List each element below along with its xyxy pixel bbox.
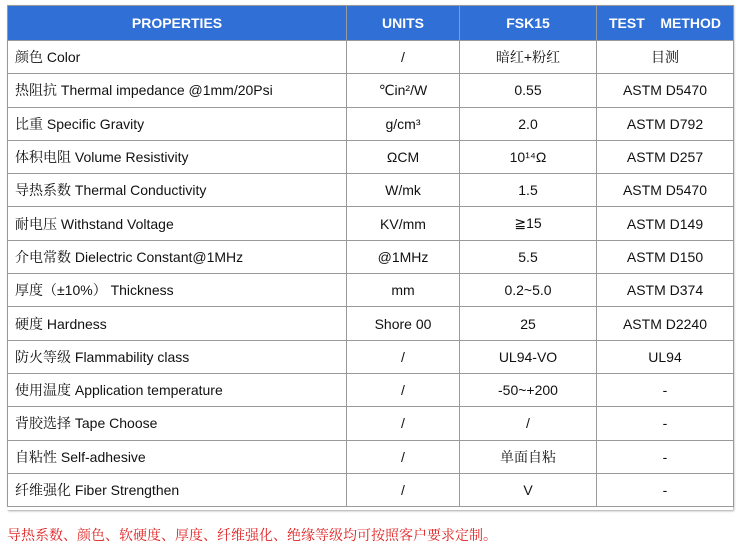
unit-cell: W/mk bbox=[347, 174, 460, 207]
value-cell: 25 bbox=[460, 307, 597, 340]
table-row bbox=[8, 74, 734, 107]
unit-cell: / bbox=[347, 41, 460, 74]
value-cell: 单面自粘 bbox=[460, 440, 597, 473]
value-cell: 0.55 bbox=[460, 74, 597, 107]
property-cell: 自粘性 Self-adhesive bbox=[8, 440, 347, 473]
property-cell: 介电常数 Dielectric Constant@1MHz bbox=[8, 240, 347, 273]
test-method-cell: - bbox=[597, 440, 734, 473]
table-row bbox=[8, 274, 734, 307]
header-properties: PROPERTIES bbox=[8, 6, 347, 41]
unit-cell: / bbox=[347, 440, 460, 473]
unit-cell: ΩCM bbox=[347, 140, 460, 173]
test-method-cell: UL94 bbox=[597, 340, 734, 373]
property-cell: 颜色 Color bbox=[8, 41, 347, 74]
unit-cell: ℃in²/W bbox=[347, 74, 460, 107]
test-method-cell: - bbox=[597, 373, 734, 406]
property-cell: 硬度 Hardness bbox=[8, 307, 347, 340]
header-test-method: TEST METHOD bbox=[597, 6, 734, 41]
table-row bbox=[8, 373, 734, 406]
properties-table-wrapper bbox=[7, 5, 733, 510]
property-cell: 比重 Specific Gravity bbox=[8, 107, 347, 140]
property-cell: 体积电阻 Volume Resistivity bbox=[8, 140, 347, 173]
table-row bbox=[8, 41, 734, 74]
property-cell: 背胶选择 Tape Choose bbox=[8, 407, 347, 440]
table-row bbox=[8, 240, 734, 273]
value-cell: ≧15 bbox=[460, 207, 597, 240]
value-cell: -50~+200 bbox=[460, 373, 597, 406]
table-row bbox=[8, 340, 734, 373]
unit-cell: / bbox=[347, 473, 460, 506]
test-method-cell: ASTM D5470 bbox=[597, 174, 734, 207]
property-cell: 热阻抗 Thermal impedance @1mm/20Psi bbox=[8, 74, 347, 107]
value-cell: 2.0 bbox=[460, 107, 597, 140]
test-method-cell: ASTM D2240 bbox=[597, 307, 734, 340]
unit-cell: KV/mm bbox=[347, 207, 460, 240]
table-row bbox=[8, 207, 734, 240]
table-row bbox=[8, 407, 734, 440]
value-cell: / bbox=[460, 407, 597, 440]
unit-cell: mm bbox=[347, 274, 460, 307]
table-row bbox=[8, 140, 734, 173]
value-cell: 1.5 bbox=[460, 174, 597, 207]
unit-cell: / bbox=[347, 373, 460, 406]
test-method-cell: ASTM D792 bbox=[597, 107, 734, 140]
test-method-cell: - bbox=[597, 473, 734, 506]
header-product: FSK15 bbox=[460, 6, 597, 41]
unit-cell: / bbox=[347, 407, 460, 440]
property-cell: 耐电压 Withstand Voltage bbox=[8, 207, 347, 240]
property-cell: 防火等级 Flammability class bbox=[8, 340, 347, 373]
property-cell: 厚度（±10%） Thickness bbox=[8, 274, 347, 307]
property-cell: 导热系数 Thermal Conductivity bbox=[8, 174, 347, 207]
test-method-cell: ASTM D374 bbox=[597, 274, 734, 307]
property-cell: 纤维强化 Fiber Strengthen bbox=[8, 473, 347, 506]
value-cell: 5.5 bbox=[460, 240, 597, 273]
table-row bbox=[8, 107, 734, 140]
table-row bbox=[8, 307, 734, 340]
table-header-row bbox=[8, 6, 734, 41]
test-method-cell: ASTM D149 bbox=[597, 207, 734, 240]
unit-cell: @1MHz bbox=[347, 240, 460, 273]
test-method-cell: ASTM D5470 bbox=[597, 74, 734, 107]
test-method-cell: 目测 bbox=[597, 41, 734, 74]
value-cell: 10¹⁴Ω bbox=[460, 140, 597, 173]
value-cell: UL94-VO bbox=[460, 340, 597, 373]
test-method-cell: - bbox=[597, 407, 734, 440]
unit-cell: / bbox=[347, 340, 460, 373]
value-cell: V bbox=[460, 473, 597, 506]
value-cell: 0.2~5.0 bbox=[460, 274, 597, 307]
table-row bbox=[8, 473, 734, 506]
property-cell: 使用温度 Application temperature bbox=[8, 373, 347, 406]
properties-table bbox=[7, 5, 734, 507]
table-row bbox=[8, 174, 734, 207]
test-method-cell: ASTM D150 bbox=[597, 240, 734, 273]
table-row bbox=[8, 440, 734, 473]
header-units: UNITS bbox=[347, 6, 460, 41]
unit-cell: Shore 00 bbox=[347, 307, 460, 340]
test-method-cell: ASTM D257 bbox=[597, 140, 734, 173]
customization-note: 导热系数、颜色、软硬度、厚度、纤维强化、绝缘等级均可按照客户要求定制。 bbox=[7, 527, 497, 543]
value-cell: 暗红+粉红 bbox=[460, 41, 597, 74]
unit-cell: g/cm³ bbox=[347, 107, 460, 140]
